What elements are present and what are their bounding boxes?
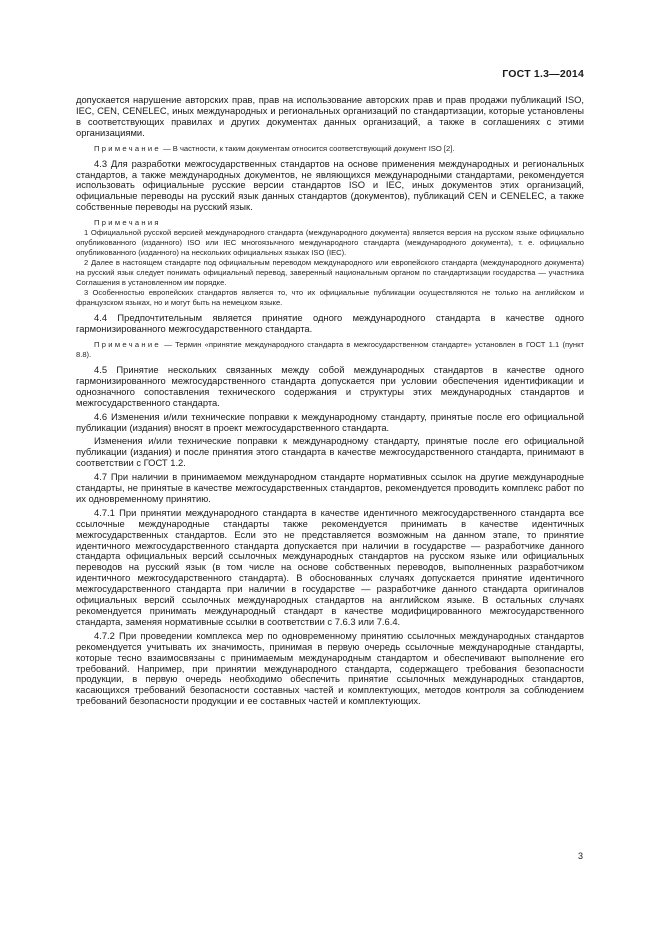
paragraph-4-6-cont: Изменения и/или технические поправки к международному стандарту, принятые после его официальной публикации (издания) и после принятия этого стандарта в качестве межгосударственного стандарта, принимают в соответствии с ГОСТ 1.2. — [76, 435, 584, 469]
paragraph-4-3: 4.3 Для разработки межгосударственных стандартов на основе применения международных и региональных стандартов, а также международных документов, не являющихся международными стандартами, рекомендуется использовать официальные русские версии стандартов ISO и IEC, иных документов этих организаций, официальные переводы на русский язык данных стандартов (документов), публикаций CEN и CENELEC, а также собственные переводы на русский язык. — [76, 157, 584, 213]
paragraph-continuation: допускается нарушение авторских прав, прав на использование авторских прав и прав продажи публикаций ISO, IEC, CEN, CENELEC, иных международных и региональных организаций по стандартизации, которые установлены в соответствующих правилах и других документах данных организаций, а также в соглашениях с этими организациями. — [76, 94, 584, 138]
document-header: ГОСТ 1.3—2014 — [502, 68, 584, 80]
note-3: 3 Особенностью европейских стандартов является то, что их официальные публикации осуществляются не только на английском и французском языках, но и могут быть на немецком языке. — [76, 288, 584, 308]
note-2: 2 Далее в настоящем стандарте под официальным переводом международного или европейского стандарта (международного документа) на русский язык следует понимать официальный перевод, заверенный национальным органом по стандартизации государства — участника Соглашения в установленном им порядке. — [76, 258, 584, 288]
paragraph-4-7-1: 4.7.1 При принятии международного стандарта в качестве идентичного межгосударственного стандарта все ссылочные международные стандарты также рекомендуется принимать в качестве идентичных межгосударственных стандартов. Если это не представляется возможным на данном этапе, то принятие идентичного межгосударственного стандарта допускается при наличии в государстве — разработчике данного стандарта официальных версий ссылочных международных стандартов на русском языке или официальных переводов на русский язык (в том числе на основе собственных переводов, выполненных разработчиком идентичного межгосударственного стандарта). В обоснованных случаях допускается принятие идентичного межгосударственного стандарта при наличии в государстве — разработчике данного стандарта оригиналов официальных версий ссылочных международных стандартов на английском языке. В остальных случаях рекомендуется принимать международный стандарт в качестве модифицированного межгосударственного стандарта, заменяя нормативные ссылки в соответствии с 7.6.3 или 7.6.4. — [76, 506, 584, 627]
note-label: Примечание — [94, 339, 161, 349]
paragraph-4-6: 4.6 Изменения и/или технические поправки к международному стандарту, принятые после его официальной публикации (издания) вносят в проект межгосударственного стандарта. — [76, 410, 584, 433]
notes-heading: Примечания — [94, 218, 161, 228]
paragraph-4-7: 4.7 При наличии в принимаемом международном стандарте нормативных ссылок на другие международные стандарты, не принятые в качестве межгосударственных стандартов, рекомендуется проводить комплекс работ по их одновременному принятию. — [76, 471, 584, 504]
document-body — [76, 95, 584, 707]
page-number: 3 — [577, 851, 583, 861]
note-term — [76, 340, 584, 360]
note-label: Примечание — [94, 143, 161, 153]
paragraph-4-4: 4.4 Предпочтительным является принятие одного международного стандарта в качестве одного гармонизированного межгосударственного стандарта. — [76, 312, 584, 335]
note-1: 1 Официальной русской версией международного стандарта (международного документа) является версия на русском языке официально опубликованного (изданного) ISO или IEC многоязычного международного стандарта (международного документа), т. е. официально опубликованного (изданного) на нескольких официальных языках ISO (IEC). — [76, 228, 584, 258]
paragraph-4-7-2: 4.7.2 При проведении комплекса мер по одновременному принятию ссылочных международных стандартов рекомендуется учитывать их значимость, принимая в первую очередь ссылочные международные стандарты, которые тесно взаимосвязаны с принимаемым международным стандартом и обеспечивают выполнение его требований. Например, при принятии международного стандарта, содержащего требования безопасности продукции, в первую очередь необходимо обеспечить принятие ссылочных международных стандартов, касающихся требований безопасности составных частей и комплектующих, методов контроля за соблюдением требований безопасности продукции и ее составных частей и комплектующих. — [76, 629, 584, 707]
note-text: — В частности, к таким документам относится соответствующий документ ISO [2]. — [163, 143, 455, 153]
note-text: — Термин «принятие международного стандарта в межгосударственном стандарте» установлен в ГОСТ 1.1 (пункт 8.8). — [76, 339, 584, 359]
paragraph-4-5: 4.5 Принятие нескольких связанных между собой международных стандартов в качестве одного гармонизированного межгосударственного стандарта допускается при условии обеспечения идентификации и однозначного сопоставления технического содержания и структуры этих международных стандартов и межгосударственного стандарта. — [76, 363, 584, 408]
note-iso — [76, 144, 584, 154]
